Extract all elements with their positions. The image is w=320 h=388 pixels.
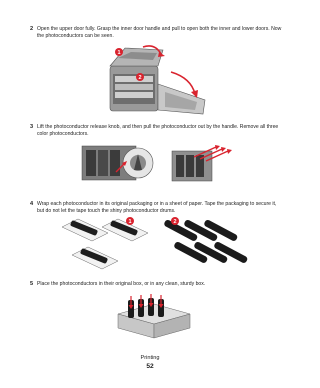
callout-1: [126, 217, 134, 225]
callout-1-label: 1: [128, 219, 132, 225]
step-text: Place the photoconductors in their original box, or in any clean, sturdy box.: [37, 281, 206, 287]
open-doors-illustration: [85, 44, 220, 119]
remove-photoconductors-illustration: [170, 143, 236, 183]
callout-2-label: 2: [173, 219, 177, 225]
step-3: [30, 124, 282, 137]
callout-2-label: 2: [138, 75, 142, 81]
release-knob-illustration: [80, 142, 158, 184]
step-2: [30, 26, 282, 39]
callout-1-label: 1: [117, 50, 121, 56]
callout-2: [136, 73, 144, 81]
page-number: 52: [146, 363, 154, 370]
step-text: Lift the photoconductor release knob, and then pull the photoconductor out by the handle. Remove all three color photoconductors.: [37, 124, 279, 137]
step-5: [30, 281, 282, 288]
step-number: 3: [30, 124, 34, 130]
callout-2: [171, 217, 179, 225]
step-number: 4: [30, 201, 34, 207]
step-text: Wrap each photoconductor in its original packaging or in a sheet of paper. Tape the packaging to secure it, but do not let the tape touch the shiny photoconductor drums.: [37, 201, 277, 214]
wrap-photoconductors-illustration: [58, 215, 248, 275]
step-text: Open the upper door fully. Grasp the inner door handle and pull to open both the inner and lower doors. Now the photoconductors can be seen.: [37, 26, 282, 39]
step-number: 5: [30, 281, 34, 287]
step-number: 2: [30, 26, 34, 32]
step-4: [30, 201, 282, 214]
callout-1: [115, 48, 123, 56]
footer-section: Printing: [140, 355, 160, 361]
box-illustration: [112, 294, 194, 340]
